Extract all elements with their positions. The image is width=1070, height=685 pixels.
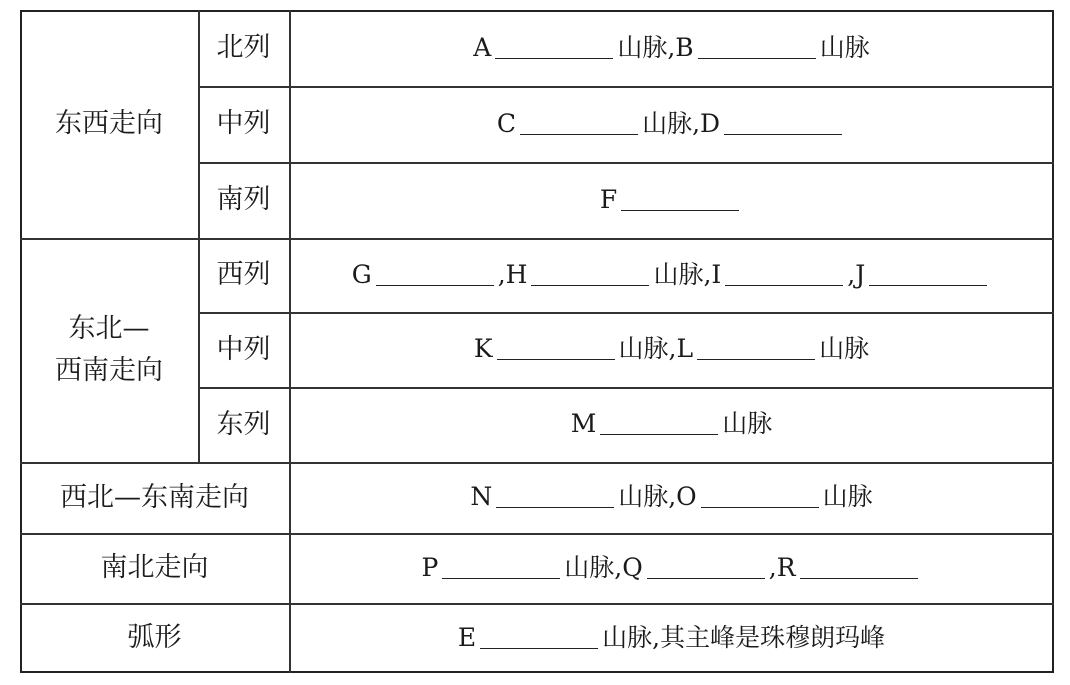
answer-row (289, 603, 1054, 673)
answer-row (289, 387, 1054, 462)
label-text: 山脉 (822, 482, 873, 512)
answer-blank[interactable] (647, 578, 765, 579)
letter-label: N (470, 482, 493, 512)
letter-label: G (351, 259, 372, 289)
group-north-south: 南北走向 (100, 552, 209, 584)
answer-row (289, 238, 1054, 312)
label-text: 山脉,其主峰是珠穆朗玛峰 (602, 622, 886, 652)
answer-row (289, 462, 1054, 533)
answer-row (289, 533, 1054, 603)
label-text: ,R (768, 552, 796, 582)
answer-blank[interactable] (531, 285, 649, 286)
answer-blank[interactable] (600, 434, 718, 435)
answer-blank[interactable] (520, 134, 638, 135)
label-text: 山脉 (819, 334, 870, 364)
letter-label: C (496, 108, 517, 138)
label-text: 山脉,I (653, 259, 722, 289)
label-text: 山脉 (819, 32, 870, 62)
sub-west-row: 西列 (216, 259, 271, 291)
group-northeast-southwest (20, 238, 198, 462)
answer-row (289, 10, 1054, 86)
label-text: ,J (847, 259, 866, 289)
answer-blank[interactable] (376, 285, 494, 286)
answer-row (289, 162, 1054, 238)
sub-middle-row: 中列 (216, 108, 271, 140)
label-text: 山脉,L (618, 334, 694, 364)
letter-label: F (599, 184, 618, 214)
letter-label: E (457, 622, 477, 652)
label-text: 山脉,O (618, 482, 697, 512)
letter-label: K (473, 334, 493, 364)
label-text: 山脉,D (642, 108, 721, 138)
sub-east-row: 东列 (216, 408, 271, 440)
group-line-1: 东北— (68, 313, 150, 345)
answer-blank[interactable] (496, 507, 614, 508)
answer-blank[interactable] (495, 58, 613, 59)
answer-blank[interactable] (621, 210, 739, 211)
answer-blank[interactable] (442, 578, 560, 579)
letter-label: P (421, 552, 439, 582)
answer-blank[interactable] (869, 285, 987, 286)
letter-label: A (473, 32, 492, 62)
answer-blank[interactable] (480, 648, 598, 649)
group-northwest-southeast: 西北—东南走向 (60, 481, 249, 513)
answer-blank[interactable] (698, 58, 816, 59)
answer-blank[interactable] (697, 359, 815, 360)
label-text: 山脉,B (617, 32, 694, 62)
label-text: 山脉 (722, 409, 773, 439)
letter-label: M (570, 409, 597, 439)
group-east-west: 东西走向 (55, 108, 163, 140)
answer-blank[interactable] (701, 507, 819, 508)
answer-row (289, 86, 1054, 162)
sub-north-row: 北列 (216, 32, 271, 64)
label-text: 山脉,Q (564, 552, 643, 582)
answer-blank[interactable] (497, 359, 615, 360)
answer-blank[interactable] (725, 285, 843, 286)
group-line-2: 西南走向 (55, 355, 163, 386)
sub-south-row: 南列 (216, 184, 271, 216)
label-text: ,H (497, 259, 528, 289)
answer-blank[interactable] (724, 134, 842, 135)
answer-row (289, 312, 1054, 387)
group-arc: 弧形 (127, 622, 182, 654)
answer-blank[interactable] (800, 578, 918, 579)
sub-middle-row: 中列 (216, 333, 271, 365)
